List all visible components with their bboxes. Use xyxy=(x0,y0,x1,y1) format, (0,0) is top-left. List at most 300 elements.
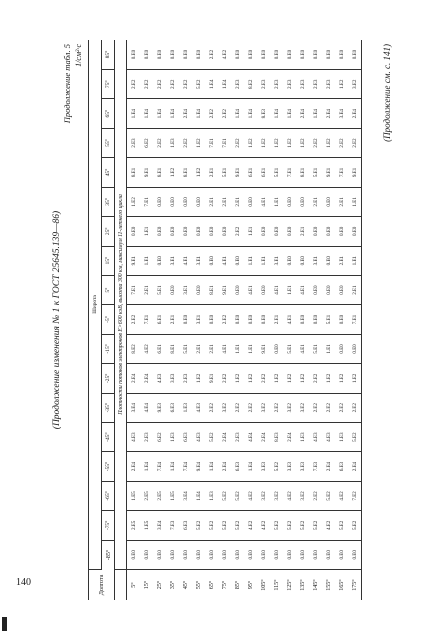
flux-cell: 2.E5 xyxy=(127,511,141,540)
flux-cell: 0.E0 xyxy=(283,217,296,246)
flux-cell: 2.E1 xyxy=(205,334,218,363)
flux-cell: 0.E0 xyxy=(231,40,244,70)
flux-cell: 4.E1 xyxy=(270,275,283,304)
flux-cell: 3.E3 xyxy=(296,452,309,481)
flux-cell: 0.E0 xyxy=(218,540,231,569)
flux-cell: 5.E1 xyxy=(309,158,322,187)
flux-cell: 3.E1 xyxy=(166,246,179,275)
table-row xyxy=(192,40,205,600)
flux-cell: 0.E0 xyxy=(283,187,296,216)
flux-cell: 1.E4 xyxy=(231,99,244,128)
flux-cell: 0.E0 xyxy=(153,40,166,70)
flux-cell: 8.E1 xyxy=(205,275,218,304)
flux-cell: 3.E2 xyxy=(257,481,270,510)
flux-cell: 1.E1 xyxy=(244,334,257,363)
flux-cell: 0.E0 xyxy=(192,540,205,569)
flux-cell: 5.E2 xyxy=(270,511,283,540)
flux-cell: 0.E0 xyxy=(179,305,192,334)
flux-cell: 5.E2 xyxy=(309,511,322,540)
flux-cell: 3.E1 xyxy=(179,275,192,304)
flux-cell: 0.E0 xyxy=(140,540,153,569)
flux-cell: 0.E0 xyxy=(257,540,270,569)
longitude-cell: 115° xyxy=(273,579,280,591)
flux-cell: 0.E0 xyxy=(166,40,179,70)
flux-cell: 2.E2 xyxy=(348,393,362,422)
table-row xyxy=(218,40,231,600)
flux-cell: 2.E3 xyxy=(257,70,270,99)
flux-cell: 1.E4 xyxy=(244,99,257,128)
flux-cell: 1.E2 xyxy=(322,128,335,157)
latitude-column-header: 35° xyxy=(102,187,115,216)
latitude-column-header: -25° xyxy=(102,364,115,393)
flux-cell: 0.E0 xyxy=(205,305,218,334)
flux-cell: 0.E0 xyxy=(322,275,335,304)
flux-cell: 3.E4 xyxy=(335,99,348,128)
flux-cell: 0.E0 xyxy=(257,40,270,70)
flux-cell: 8.E3 xyxy=(257,99,270,128)
flux-cell: 0.E0 xyxy=(296,540,309,569)
flux-cell: 2.E2 xyxy=(257,364,270,393)
flux-cell: 2.E1 xyxy=(166,305,179,334)
flux-cell: 1.E3 xyxy=(166,128,179,157)
flux-cell: 7.E4 xyxy=(153,452,166,481)
flux-cell: 1.E3 xyxy=(205,481,218,510)
flux-cell: 2.E4 xyxy=(140,364,153,393)
flux-cell: 5.E2 xyxy=(231,511,244,540)
flux-cell: 2.E5 xyxy=(140,481,153,510)
flux-cell: 7.E1 xyxy=(127,275,141,304)
flux-cell: 0.E0 xyxy=(179,217,192,246)
flux-cell: 1.E4 xyxy=(205,452,218,481)
latitude-header: Широта xyxy=(89,40,102,570)
flux-cell: 3.E4 xyxy=(153,511,166,540)
flux-cell: 3.E2 xyxy=(283,393,296,422)
continuation-footer: (Продолжение см. с. 141) xyxy=(382,44,392,142)
flux-cell: 4.E2 xyxy=(244,511,257,540)
flux-cell: 0.E0 xyxy=(244,540,257,569)
table-row xyxy=(309,40,322,600)
flux-cell: 8.E1 xyxy=(127,158,141,187)
longitude-cell: 95° xyxy=(247,580,254,590)
flux-cell: 2.E1 xyxy=(205,187,218,216)
flux-cell: 8.E2 xyxy=(127,334,141,363)
flux-cell: 4.E3 xyxy=(309,422,322,451)
latitude-column-header: -35° xyxy=(102,393,115,422)
flux-cell: 5.E1 xyxy=(218,158,231,187)
flux-cell: 0.E0 xyxy=(244,40,257,70)
flux-cell: 0.E0 xyxy=(348,40,362,70)
flux-cell: 2.E2 xyxy=(140,70,153,99)
latitude-column-header: -45° xyxy=(102,422,115,451)
latitude-column-header: 25° xyxy=(102,217,115,246)
flux-cell: 1.E1 xyxy=(322,334,335,363)
flux-cell: 4.E3 xyxy=(192,393,205,422)
longitude-cell: 55° xyxy=(195,580,202,590)
flux-cell: 2.E1 xyxy=(335,246,348,275)
flux-cell: 0.E0 xyxy=(296,305,309,334)
flux-cell: 2.E2 xyxy=(205,393,218,422)
longitude-cell: 45° xyxy=(182,580,189,590)
flux-cell: 0.E0 xyxy=(257,217,270,246)
flux-cell: 0.E0 xyxy=(192,217,205,246)
flux-cell: 2.E2 xyxy=(270,393,283,422)
flux-cell: 3.E1 xyxy=(309,246,322,275)
flux-cell: 1.E4 xyxy=(218,70,231,99)
flux-cell: 0.E0 xyxy=(335,540,348,569)
flux-cell: 1.E3 xyxy=(166,422,179,451)
flux-cell: 2.E3 xyxy=(296,70,309,99)
flux-cell: 0.E0 xyxy=(218,217,231,246)
flux-cell: 9.E4 xyxy=(192,452,205,481)
flux-cell: 8.E3 xyxy=(270,422,283,451)
flux-cell: 1.E4 xyxy=(140,99,153,128)
table-row xyxy=(127,40,141,600)
flux-cell: 9.E1 xyxy=(205,364,218,393)
flux-cell: 5.E2 xyxy=(283,511,296,540)
document-title: (Продолжение изменения № 1 к ГОСТ 25645.139—86) xyxy=(52,210,62,430)
flux-cell: 4.E3 xyxy=(153,364,166,393)
flux-cell: 2.E1 xyxy=(335,187,348,216)
flux-cell: 9.E1 xyxy=(322,158,335,187)
flux-cell: 0.E0 xyxy=(153,540,166,569)
corner-mark xyxy=(2,617,7,631)
flux-cell: 5.E2 xyxy=(231,481,244,510)
flux-cell: 1.E2 xyxy=(283,128,296,157)
flux-cell: 6.E3 xyxy=(179,422,192,451)
flux-cell: 5.E2 xyxy=(322,481,335,510)
flux-cell: 1.E2 xyxy=(257,128,270,157)
flux-cell: 1.E5 xyxy=(140,511,153,540)
flux-cell: 4.E1 xyxy=(296,334,309,363)
flux-cell: 0.E0 xyxy=(335,305,348,334)
flux-cell: 1.E3 xyxy=(179,393,192,422)
flux-cell: 0.E0 xyxy=(166,217,179,246)
latitude-column-header: 15° xyxy=(102,246,115,275)
flux-cell: 0.E0 xyxy=(166,187,179,216)
flux-cell: 0.E0 xyxy=(231,275,244,304)
flux-cell: 2.E2 xyxy=(218,305,231,334)
flux-cell: 1.E3 xyxy=(335,422,348,451)
flux-cell: 2.E2 xyxy=(309,481,322,510)
flux-cell: 5.E2 xyxy=(218,511,231,540)
flux-cell: 2.E5 xyxy=(153,481,166,510)
flux-cell: 1.E1 xyxy=(270,187,283,216)
flux-cell: 2.E1 xyxy=(348,275,362,304)
flux-cell: 3.E4 xyxy=(179,481,192,510)
flux-cell: 0.E0 xyxy=(192,40,205,70)
flux-cell: 0.E0 xyxy=(322,540,335,569)
flux-cell: 7.E3 xyxy=(309,452,322,481)
flux-cell: 0.E0 xyxy=(322,40,335,70)
latitude-column-header: 5° xyxy=(102,275,115,304)
flux-cell: 0.E0 xyxy=(257,275,270,304)
flux-cell: 2.E3 xyxy=(140,422,153,451)
flux-cell: 0.E0 xyxy=(192,187,205,216)
flux-cell: 0.E0 xyxy=(179,40,192,70)
flux-cell: 0.E0 xyxy=(348,334,362,363)
flux-cell: 2.E3 xyxy=(179,364,192,393)
flux-cell: 1.E2 xyxy=(335,70,348,99)
flux-cell: 5.E1 xyxy=(270,158,283,187)
flux-cell: 1.E4 xyxy=(205,70,218,99)
flux-cell: 4.E2 xyxy=(335,481,348,510)
flux-cell: 0.E0 xyxy=(153,246,166,275)
flux-cell: 4.E1 xyxy=(218,246,231,275)
flux-cell: 8.E2 xyxy=(244,70,257,99)
flux-cell: 9.E1 xyxy=(218,275,231,304)
flux-cell: 1.E1 xyxy=(244,217,257,246)
flux-cell: 0.E0 xyxy=(270,540,283,569)
table-row xyxy=(322,40,335,600)
flux-cell: 2.E2 xyxy=(127,305,141,334)
flux-cell: 8.E1 xyxy=(296,158,309,187)
flux-cell: 3.E3 xyxy=(283,452,296,481)
flux-cell: 8.E1 xyxy=(166,334,179,363)
flux-cell: 0.E0 xyxy=(348,217,362,246)
flux-cell: 0.E0 xyxy=(127,40,141,70)
table-row xyxy=(335,40,348,600)
flux-cell: 9.E1 xyxy=(348,158,362,187)
flux-cell: 8.E1 xyxy=(153,158,166,187)
flux-cell: 4.E2 xyxy=(322,511,335,540)
longitude-cell: 175° xyxy=(351,579,358,591)
flux-cell: 1.E2 xyxy=(270,128,283,157)
flux-cell: 2.E1 xyxy=(309,187,322,216)
flux-cell: 2.E2 xyxy=(153,70,166,99)
flux-cell: 3.E2 xyxy=(270,481,283,510)
flux-cell: 6.E3 xyxy=(179,511,192,540)
flux-cell: 5.E2 xyxy=(348,511,362,540)
flux-cell: 7.E1 xyxy=(140,187,153,216)
flux-cell: 6.E2 xyxy=(140,128,153,157)
longitude-cell: 135° xyxy=(299,579,306,591)
flux-cell: 2.E2 xyxy=(335,393,348,422)
flux-cell: 5.E2 xyxy=(348,422,362,451)
flux-cell: 1.E2 xyxy=(335,364,348,393)
subheader-row xyxy=(115,40,127,600)
longitude-cell: 15° xyxy=(143,580,150,590)
flux-cell: 0.E0 xyxy=(283,246,296,275)
flux-cell: 1.E2 xyxy=(192,158,205,187)
flux-cell: 2.E3 xyxy=(309,70,322,99)
longitude-cell: 155° xyxy=(325,579,332,591)
flux-cell: 1.E2 xyxy=(127,187,141,216)
flux-cell: 2.E2 xyxy=(309,393,322,422)
flux-cell: 2.E4 xyxy=(179,99,192,128)
flux-cell: 1.E4 xyxy=(166,99,179,128)
latitude-column-header: -55° xyxy=(102,452,115,481)
flux-cell: 2.E2 xyxy=(127,70,141,99)
flux-cell: 7.E1 xyxy=(205,128,218,157)
flux-cell: 2.E1 xyxy=(231,187,244,216)
flux-cell: 6.E3 xyxy=(231,452,244,481)
table-row xyxy=(283,40,296,600)
flux-cell: 4.E4 xyxy=(140,393,153,422)
flux-cell: 4.E1 xyxy=(218,334,231,363)
flux-cell: 0.E0 xyxy=(270,334,283,363)
flux-cell: 7.E4 xyxy=(179,452,192,481)
flux-cell: 1.E4 xyxy=(309,99,322,128)
flux-cell: 2.E2 xyxy=(218,99,231,128)
flux-cell: 1.E1 xyxy=(244,246,257,275)
flux-cell: 4.E2 xyxy=(218,40,231,70)
page-number: 140 xyxy=(16,577,31,588)
table-row xyxy=(140,40,153,600)
flux-cell: 3.E2 xyxy=(296,393,309,422)
flux-cell: 0.E0 xyxy=(205,540,218,569)
flux-cell: 1.E2 xyxy=(192,364,205,393)
flux-cell: 2.E4 xyxy=(322,452,335,481)
flux-cell: 2.E4 xyxy=(257,422,270,451)
flux-cell: 2.E1 xyxy=(296,217,309,246)
flux-cell: 0.E0 xyxy=(322,187,335,216)
table-continuation-label: Продолжение табл. 5 xyxy=(62,44,72,124)
flux-cell: 5.E2 xyxy=(335,511,348,540)
flux-cell: 0.E0 xyxy=(335,334,348,363)
longitude-cell: 105° xyxy=(260,579,267,591)
flux-cell: 5.E2 xyxy=(205,422,218,451)
flux-cell: 2.E4 xyxy=(218,422,231,451)
flux-cell: 0.E0 xyxy=(127,540,141,569)
longitude-cell: 5° xyxy=(130,582,137,588)
flux-cell: 1.E2 xyxy=(322,364,335,393)
flux-table xyxy=(88,40,362,600)
flux-cell: 2.E4 xyxy=(283,422,296,451)
longitude-cell: 65° xyxy=(208,580,215,590)
table-body xyxy=(127,40,362,600)
flux-cell: 1.E4 xyxy=(140,452,153,481)
longitude-cell: 85° xyxy=(234,580,241,590)
flux-cell: 0.E0 xyxy=(153,217,166,246)
flux-cell: 4.E4 xyxy=(244,422,257,451)
flux-cell: 9.E1 xyxy=(140,158,153,187)
table-row xyxy=(179,40,192,600)
flux-cell: 9.E3 xyxy=(153,393,166,422)
flux-cell: 2.E3 xyxy=(231,422,244,451)
flux-cell: 6.E1 xyxy=(153,334,166,363)
flux-cell: 5.E2 xyxy=(296,511,309,540)
flux-cell: 6.E1 xyxy=(244,158,257,187)
flux-cell: 1.E1 xyxy=(257,246,270,275)
flux-cell: 2.E2 xyxy=(179,70,192,99)
flux-cell: 2.E2 xyxy=(166,70,179,99)
flux-cell: 2.E4 xyxy=(127,364,141,393)
flux-cell: 2.E2 xyxy=(309,128,322,157)
flux-cell: 0.E0 xyxy=(309,305,322,334)
flux-cell: 0.E0 xyxy=(296,246,309,275)
flux-cell: 7.E1 xyxy=(283,158,296,187)
flux-cell: 1.E2 xyxy=(283,364,296,393)
flux-cell: 9.E1 xyxy=(127,246,141,275)
unit-label: 1/см²·с xyxy=(74,44,83,67)
flux-cell: 4.E2 xyxy=(283,481,296,510)
flux-cell: 2.E1 xyxy=(192,334,205,363)
column-headers xyxy=(102,40,115,600)
longitude-cell: 25° xyxy=(156,580,163,590)
flux-cell: 0.E0 xyxy=(348,540,362,569)
flux-cell: 5.E1 xyxy=(283,334,296,363)
flux-cell: 0.E0 xyxy=(309,217,322,246)
flux-cell: 0.E0 xyxy=(309,40,322,70)
flux-cell: 2.E2 xyxy=(218,364,231,393)
flux-cell: 1.E2 xyxy=(270,364,283,393)
flux-cell: 0.E0 xyxy=(335,275,348,304)
flux-cell: 1.E2 xyxy=(244,364,257,393)
flux-cell: 4.E1 xyxy=(283,305,296,334)
latitude-column-header: 75° xyxy=(102,70,115,99)
flux-cell: 4.E3 xyxy=(127,422,141,451)
flux-cell: 1.E4 xyxy=(127,99,141,128)
flux-cell: 2.E3 xyxy=(270,70,283,99)
flux-cell: 1.E2 xyxy=(244,128,257,157)
header-row-top xyxy=(89,40,102,600)
table-row xyxy=(296,40,309,600)
flux-cell: 2.E2 xyxy=(309,364,322,393)
flux-cell: 2.E3 xyxy=(322,70,335,99)
latitude-column-header: -5° xyxy=(102,305,115,334)
table-row xyxy=(257,40,270,600)
flux-cell: 9.E1 xyxy=(257,334,270,363)
flux-cell: 3.E1 xyxy=(270,246,283,275)
latitude-column-header: 65° xyxy=(102,99,115,128)
flux-cell: 6.E1 xyxy=(153,305,166,334)
flux-cell: 2.E2 xyxy=(244,393,257,422)
flux-cell: 1.E1 xyxy=(348,246,362,275)
flux-cell: 3.E2 xyxy=(257,393,270,422)
flux-cell: 2.E2 xyxy=(205,99,218,128)
flux-cell: 0.E0 xyxy=(296,187,309,216)
flux-cell: 3.E1 xyxy=(192,305,205,334)
flux-cell: 0.E0 xyxy=(179,187,192,216)
longitude-cell: 35° xyxy=(169,580,176,590)
flux-cell: 0.E0 xyxy=(179,540,192,569)
flux-cell: 1.E4 xyxy=(270,99,283,128)
flux-cell: 4.E3 xyxy=(322,422,335,451)
flux-cell: 0.E0 xyxy=(283,540,296,569)
flux-cell: 2.E2 xyxy=(231,128,244,157)
longitude-header: Долгота xyxy=(89,570,115,601)
flux-cell: 7.E2 xyxy=(348,481,362,510)
flux-cell: 3.E1 xyxy=(192,246,205,275)
flux-cell: 4.E1 xyxy=(179,246,192,275)
flux-cell: 3.E3 xyxy=(166,364,179,393)
flux-cell: 2.E2 xyxy=(153,128,166,157)
flux-cell: 7.E1 xyxy=(335,158,348,187)
flux-cell: 0.E0 xyxy=(231,246,244,275)
flux-cell: 3.E2 xyxy=(296,481,309,510)
flux-cell: 3.E2 xyxy=(348,70,362,99)
flux-cell: 2.E2 xyxy=(231,217,244,246)
rotated-page xyxy=(52,40,392,600)
flux-cell: 4.E2 xyxy=(257,511,270,540)
flux-cell: 0.E0 xyxy=(257,305,270,334)
table-row xyxy=(205,40,218,600)
flux-cell: 2.E2 xyxy=(231,393,244,422)
flux-cell: 2.E4 xyxy=(322,99,335,128)
flux-cell: 1.E4 xyxy=(153,99,166,128)
latitude-column-header: 55° xyxy=(102,128,115,157)
flux-cell: 1.E1 xyxy=(231,334,244,363)
table-row xyxy=(231,40,244,600)
flux-cell: 1.E1 xyxy=(348,187,362,216)
flux-cell: 6.E3 xyxy=(166,393,179,422)
flux-cell: 2.E1 xyxy=(140,275,153,304)
flux-cell: 2.E4 xyxy=(348,99,362,128)
longitude-cell: 75° xyxy=(221,580,228,590)
flux-cell: 4.E3 xyxy=(192,422,205,451)
flux-cell: 1.E1 xyxy=(283,275,296,304)
latitude-column-header: 45° xyxy=(102,158,115,187)
